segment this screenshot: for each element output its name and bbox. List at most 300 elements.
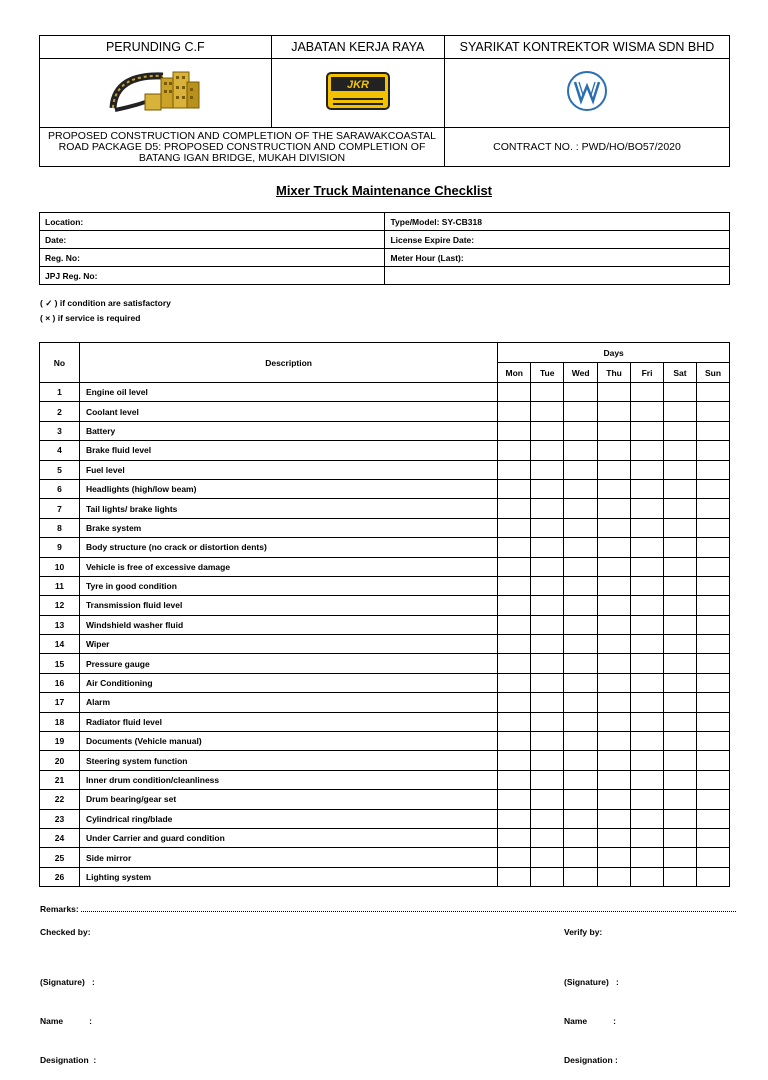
check-cell-mon[interactable] [498, 732, 531, 751]
check-cell-thu[interactable] [598, 383, 631, 402]
check-cell-mon[interactable] [498, 673, 531, 692]
table-row [40, 576, 730, 595]
table-row [40, 732, 730, 751]
check-cell-tue[interactable] [531, 712, 564, 731]
table-row [40, 596, 730, 615]
item-number: 15 [40, 654, 80, 673]
check-cell-wed[interactable] [564, 460, 598, 479]
check-cell-thu[interactable] [598, 421, 631, 440]
check-cell-fri[interactable] [631, 518, 664, 537]
item-description: Coolant level [79, 402, 497, 421]
check-cell-mon[interactable] [498, 518, 531, 537]
item-description: Wiper [79, 635, 497, 654]
check-cell-tue[interactable] [531, 383, 564, 402]
check-cell-sun[interactable] [696, 867, 729, 886]
table-row [40, 538, 730, 557]
check-cell-mon[interactable] [498, 867, 531, 886]
item-number: 24 [40, 828, 80, 847]
item-number: 1 [40, 383, 80, 402]
check-cell-tue[interactable] [531, 557, 564, 576]
check-cell-sun[interactable] [696, 460, 729, 479]
check-cell-mon[interactable] [498, 383, 531, 402]
location-field[interactable]: Location: [40, 213, 385, 231]
check-cell-fri[interactable] [631, 402, 664, 421]
check-cell-mon[interactable] [498, 654, 531, 673]
project-line-2: ROAD PACKAGE D5: PROPOSED CONSTRUCTION AND COMPLETION OF [58, 140, 426, 153]
checklist-table [39, 342, 730, 887]
check-cell-sun[interactable] [696, 441, 729, 460]
check-cell-sun[interactable] [696, 848, 729, 867]
date-field[interactable]: Date: [40, 231, 385, 249]
logo-cell-jkr [271, 59, 444, 128]
check-cell-tue[interactable] [531, 654, 564, 673]
table-row [40, 848, 730, 867]
item-number: 22 [40, 790, 80, 809]
item-description: Vehicle is free of excessive damage [79, 557, 497, 576]
check-cell-wed[interactable] [564, 867, 598, 886]
check-cell-tue[interactable] [531, 576, 564, 595]
check-cell-tue[interactable] [531, 460, 564, 479]
item-description: Battery [79, 421, 497, 440]
item-number: 11 [40, 576, 80, 595]
check-cell-thu[interactable] [598, 460, 631, 479]
item-description: Fuel level [79, 460, 497, 479]
check-cell-sat[interactable] [664, 596, 697, 615]
item-description: Transmission fluid level [79, 596, 497, 615]
check-cell-sun[interactable] [696, 518, 729, 537]
check-cell-sat[interactable] [664, 518, 697, 537]
item-number: 21 [40, 770, 80, 789]
item-number: 17 [40, 693, 80, 712]
check-cell-thu[interactable] [598, 828, 631, 847]
check-cell-sun[interactable] [696, 828, 729, 847]
item-description: Pressure gauge [79, 654, 497, 673]
check-cell-sun[interactable] [696, 596, 729, 615]
check-cell-fri[interactable] [631, 383, 664, 402]
day-header-mon: Mon [498, 363, 531, 383]
check-cell-mon[interactable] [498, 770, 531, 789]
check-cell-fri[interactable] [631, 441, 664, 460]
reg-no-field[interactable]: Reg. No: [40, 249, 385, 267]
check-cell-wed[interactable] [564, 557, 598, 576]
table-row [40, 867, 730, 886]
item-number: 25 [40, 848, 80, 867]
check-cell-fri[interactable] [631, 576, 664, 595]
verify-signature[interactable]: (Signature) : [564, 977, 619, 987]
check-cell-wed[interactable] [564, 790, 598, 809]
check-cell-sat[interactable] [664, 383, 697, 402]
check-cell-mon[interactable] [498, 402, 531, 421]
item-description: Air Conditioning [79, 673, 497, 692]
item-description: Side mirror [79, 848, 497, 867]
check-cell-sun[interactable] [696, 421, 729, 440]
check-cell-wed[interactable] [564, 615, 598, 634]
check-cell-fri[interactable] [631, 654, 664, 673]
check-cell-thu[interactable] [598, 479, 631, 498]
check-cell-sat[interactable] [664, 421, 697, 440]
check-cell-thu[interactable] [598, 615, 631, 634]
check-cell-fri[interactable] [631, 809, 664, 828]
check-cell-thu[interactable] [598, 596, 631, 615]
table-row [40, 635, 730, 654]
item-number: 19 [40, 732, 80, 751]
table-row [40, 673, 730, 692]
check-cell-tue[interactable] [531, 673, 564, 692]
check-cell-sat[interactable] [664, 828, 697, 847]
check-cell-sun[interactable] [696, 615, 729, 634]
checked-signature-block [40, 950, 96, 1080]
check-cell-sun[interactable] [696, 538, 729, 557]
check-cell-fri[interactable] [631, 479, 664, 498]
check-cell-sat[interactable] [664, 538, 697, 557]
meter-hour-field[interactable]: Meter Hour (Last): [385, 249, 730, 267]
item-description: Inner drum condition/cleanliness [79, 770, 497, 789]
check-cell-sun[interactable] [696, 673, 729, 692]
check-cell-tue[interactable] [531, 751, 564, 770]
check-cell-sun[interactable] [696, 635, 729, 654]
item-description: Alarm [79, 693, 497, 712]
check-cell-thu[interactable] [598, 654, 631, 673]
remarks-label: Remarks: [40, 904, 79, 914]
check-cell-mon[interactable] [498, 751, 531, 770]
item-number: 3 [40, 421, 80, 440]
check-cell-thu[interactable] [598, 557, 631, 576]
check-cell-fri[interactable] [631, 828, 664, 847]
check-cell-mon[interactable] [498, 576, 531, 595]
item-number: 16 [40, 673, 80, 692]
item-description: Body structure (no crack or distortion dents) [79, 538, 497, 557]
check-cell-sat[interactable] [664, 402, 697, 421]
perunding-cf-logo-icon [105, 64, 205, 118]
check-cell-wed[interactable] [564, 712, 598, 731]
check-cell-mon[interactable] [498, 538, 531, 557]
item-number: 10 [40, 557, 80, 576]
check-cell-sat[interactable] [664, 576, 697, 595]
checked-name[interactable]: Name : [40, 1016, 92, 1026]
check-cell-mon[interactable] [498, 790, 531, 809]
check-cell-tue[interactable] [531, 732, 564, 751]
check-cell-tue[interactable] [531, 402, 564, 421]
table-row [40, 693, 730, 712]
legend [40, 296, 171, 326]
check-cell-tue[interactable] [531, 441, 564, 460]
check-cell-fri[interactable] [631, 538, 664, 557]
item-description: Tyre in good condition [79, 576, 497, 595]
check-cell-sat[interactable] [664, 732, 697, 751]
col-days-header: Days [498, 343, 730, 363]
project-title [40, 128, 445, 167]
check-cell-wed[interactable] [564, 576, 598, 595]
item-description: Engine oil level [79, 383, 497, 402]
check-cell-sat[interactable] [664, 635, 697, 654]
verify-designation[interactable]: Designation : [564, 1055, 618, 1065]
check-cell-thu[interactable] [598, 693, 631, 712]
check-cell-thu[interactable] [598, 732, 631, 751]
verify-signature-block [564, 950, 619, 1080]
col-no-header: No [40, 343, 80, 383]
check-cell-wed[interactable] [564, 732, 598, 751]
day-header-tue: Tue [531, 363, 564, 383]
check-cell-fri[interactable] [631, 421, 664, 440]
check-cell-wed[interactable] [564, 538, 598, 557]
day-header-fri: Fri [631, 363, 664, 383]
table-row [40, 479, 730, 498]
day-header-wed: Wed [564, 363, 598, 383]
item-number: 6 [40, 479, 80, 498]
check-cell-sun[interactable] [696, 693, 729, 712]
check-cell-mon[interactable] [498, 441, 531, 460]
check-cell-thu[interactable] [598, 441, 631, 460]
check-cell-mon[interactable] [498, 499, 531, 518]
check-cell-wed[interactable] [564, 848, 598, 867]
check-cell-tue[interactable] [531, 499, 564, 518]
check-cell-fri[interactable] [631, 693, 664, 712]
item-number: 23 [40, 809, 80, 828]
check-cell-tue[interactable] [531, 867, 564, 886]
table-row [40, 654, 730, 673]
check-cell-sat[interactable] [664, 460, 697, 479]
check-cell-thu[interactable] [598, 770, 631, 789]
check-cell-mon[interactable] [498, 848, 531, 867]
check-cell-fri[interactable] [631, 615, 664, 634]
checked-by-label: Checked by: [40, 927, 91, 937]
table-row [40, 828, 730, 847]
check-cell-sun[interactable] [696, 576, 729, 595]
company-wisma: SYARIKAT KONTREKTOR WISMA SDN BHD [445, 36, 730, 59]
check-cell-wed[interactable] [564, 596, 598, 615]
check-cell-tue[interactable] [531, 421, 564, 440]
check-cell-mon[interactable] [498, 479, 531, 498]
check-cell-tue[interactable] [531, 693, 564, 712]
license-expire-field[interactable]: License Expire Date: [385, 231, 730, 249]
check-cell-mon[interactable] [498, 693, 531, 712]
check-cell-sat[interactable] [664, 615, 697, 634]
table-row [40, 383, 730, 402]
check-cell-thu[interactable] [598, 790, 631, 809]
item-description: Windshield washer fluid [79, 615, 497, 634]
item-description: Documents (Vehicle manual) [79, 732, 497, 751]
check-cell-wed[interactable] [564, 499, 598, 518]
check-cell-sat[interactable] [664, 712, 697, 731]
check-cell-tue[interactable] [531, 518, 564, 537]
check-cell-fri[interactable] [631, 712, 664, 731]
item-number: 4 [40, 441, 80, 460]
check-cell-sun[interactable] [696, 790, 729, 809]
check-cell-wed[interactable] [564, 383, 598, 402]
day-header-sat: Sat [664, 363, 697, 383]
check-cell-fri[interactable] [631, 460, 664, 479]
jkr-logo-text: JKR [346, 78, 369, 91]
check-cell-wed[interactable] [564, 441, 598, 460]
check-cell-sat[interactable] [664, 557, 697, 576]
table-row [40, 402, 730, 421]
logo-cell-cf [40, 59, 272, 128]
check-cell-tue[interactable] [531, 809, 564, 828]
check-cell-thu[interactable] [598, 809, 631, 828]
check-cell-fri[interactable] [631, 751, 664, 770]
check-cell-sun[interactable] [696, 712, 729, 731]
check-cell-sun[interactable] [696, 732, 729, 751]
check-cell-thu[interactable] [598, 673, 631, 692]
check-cell-fri[interactable] [631, 732, 664, 751]
check-cell-wed[interactable] [564, 635, 598, 654]
check-cell-thu[interactable] [598, 712, 631, 731]
check-cell-sun[interactable] [696, 479, 729, 498]
table-row [40, 421, 730, 440]
item-description: Under Carrier and guard condition [79, 828, 497, 847]
remarks-dotted-line [81, 903, 736, 912]
check-cell-wed[interactable] [564, 654, 598, 673]
project-line-3: BATANG IGAN BRIDGE, MUKAH DIVISION [138, 151, 346, 164]
check-cell-sat[interactable] [664, 693, 697, 712]
check-cell-mon[interactable] [498, 809, 531, 828]
jpj-reg-field[interactable]: JPJ Reg. No: [40, 267, 385, 285]
check-cell-wed[interactable] [564, 402, 598, 421]
check-cell-mon[interactable] [498, 460, 531, 479]
check-cell-wed[interactable] [564, 751, 598, 770]
check-cell-sun[interactable] [696, 499, 729, 518]
check-cell-mon[interactable] [498, 596, 531, 615]
check-cell-fri[interactable] [631, 557, 664, 576]
table-row [40, 557, 730, 576]
document-header [39, 35, 730, 167]
check-cell-sat[interactable] [664, 673, 697, 692]
table-row [40, 518, 730, 537]
checked-signature[interactable]: (Signature) : [40, 977, 95, 987]
col-description-header: Description [79, 343, 497, 383]
table-row [40, 441, 730, 460]
check-cell-sat[interactable] [664, 654, 697, 673]
check-cell-wed[interactable] [564, 479, 598, 498]
type-model-field[interactable]: Type/Model: SY-CB318 [385, 213, 730, 231]
checked-designation[interactable]: Designation : [40, 1055, 97, 1065]
check-cell-sat[interactable] [664, 499, 697, 518]
check-cell-thu[interactable] [598, 499, 631, 518]
table-row [40, 460, 730, 479]
check-cell-thu[interactable] [598, 848, 631, 867]
page-title: Mixer Truck Maintenance Checklist [275, 183, 493, 198]
table-row [40, 499, 730, 518]
check-cell-tue[interactable] [531, 596, 564, 615]
check-cell-thu[interactable] [598, 518, 631, 537]
check-cell-tue[interactable] [531, 790, 564, 809]
verify-by-label: Verify by: [564, 927, 603, 937]
jkr-logo-icon [325, 71, 391, 111]
check-cell-sat[interactable] [664, 867, 697, 886]
company-jkr: JABATAN KERJA RAYA [271, 36, 444, 59]
check-cell-sun[interactable] [696, 770, 729, 789]
check-cell-thu[interactable] [598, 867, 631, 886]
item-number: 18 [40, 712, 80, 731]
check-cell-wed[interactable] [564, 770, 598, 789]
project-line-1: PROPOSED CONSTRUCTION AND COMPLETION OF THE SARAWAKCOASTAL [48, 129, 436, 142]
item-description: Cylindrical ring/blade [79, 809, 497, 828]
empty-field[interactable] [385, 267, 730, 285]
check-cell-sat[interactable] [664, 479, 697, 498]
check-cell-sat[interactable] [664, 441, 697, 460]
contract-number: CONTRACT NO. : PWD/HO/BO57/2020 [445, 128, 730, 167]
check-cell-fri[interactable] [631, 790, 664, 809]
check-cell-sat[interactable] [664, 751, 697, 770]
check-cell-thu[interactable] [598, 402, 631, 421]
item-description: Radiator fluid level [79, 712, 497, 731]
check-cell-wed[interactable] [564, 693, 598, 712]
check-cell-fri[interactable] [631, 770, 664, 789]
check-cell-wed[interactable] [564, 828, 598, 847]
check-cell-wed[interactable] [564, 673, 598, 692]
item-number: 26 [40, 867, 80, 886]
check-cell-tue[interactable] [531, 770, 564, 789]
check-cell-wed[interactable] [564, 518, 598, 537]
check-cell-mon[interactable] [498, 421, 531, 440]
table-row [40, 790, 730, 809]
check-cell-thu[interactable] [598, 635, 631, 654]
check-cell-tue[interactable] [531, 848, 564, 867]
check-cell-sat[interactable] [664, 790, 697, 809]
check-cell-sun[interactable] [696, 383, 729, 402]
check-cell-mon[interactable] [498, 615, 531, 634]
check-cell-fri[interactable] [631, 635, 664, 654]
check-cell-thu[interactable] [598, 751, 631, 770]
check-cell-mon[interactable] [498, 828, 531, 847]
check-cell-tue[interactable] [531, 479, 564, 498]
item-description: Drum bearing/gear set [79, 790, 497, 809]
check-cell-fri[interactable] [631, 596, 664, 615]
table-row [40, 751, 730, 770]
check-cell-wed[interactable] [564, 421, 598, 440]
check-cell-thu[interactable] [598, 576, 631, 595]
table-row [40, 809, 730, 828]
check-cell-tue[interactable] [531, 615, 564, 634]
check-cell-mon[interactable] [498, 635, 531, 654]
check-cell-wed[interactable] [564, 809, 598, 828]
check-cell-sun[interactable] [696, 751, 729, 770]
day-header-sun: Sun [696, 363, 729, 383]
vehicle-info-table [39, 212, 730, 285]
check-cell-fri[interactable] [631, 673, 664, 692]
check-cell-sun[interactable] [696, 402, 729, 421]
check-cell-fri[interactable] [631, 499, 664, 518]
check-cell-tue[interactable] [531, 828, 564, 847]
table-row [40, 712, 730, 731]
logo-cell-wisma [445, 59, 730, 128]
check-cell-fri[interactable] [631, 867, 664, 886]
check-cell-sat[interactable] [664, 809, 697, 828]
table-row [40, 615, 730, 634]
check-cell-mon[interactable] [498, 557, 531, 576]
item-number: 9 [40, 538, 80, 557]
check-cell-sat[interactable] [664, 770, 697, 789]
check-cell-mon[interactable] [498, 712, 531, 731]
check-cell-tue[interactable] [531, 538, 564, 557]
item-number: 8 [40, 518, 80, 537]
check-cell-fri[interactable] [631, 848, 664, 867]
item-number: 13 [40, 615, 80, 634]
check-cell-sun[interactable] [696, 557, 729, 576]
check-cell-thu[interactable] [598, 538, 631, 557]
remarks-line[interactable] [40, 903, 736, 916]
legend-service: ( × ) if service is required [40, 313, 141, 323]
wisma-logo-icon [565, 69, 609, 113]
verify-name[interactable]: Name : [564, 1016, 616, 1026]
company-perunding: PERUNDING C.F [40, 36, 272, 59]
check-cell-tue[interactable] [531, 635, 564, 654]
item-number: 7 [40, 499, 80, 518]
check-cell-sat[interactable] [664, 848, 697, 867]
item-description: Headlights (high/low beam) [79, 479, 497, 498]
check-cell-sun[interactable] [696, 654, 729, 673]
check-cell-sun[interactable] [696, 809, 729, 828]
